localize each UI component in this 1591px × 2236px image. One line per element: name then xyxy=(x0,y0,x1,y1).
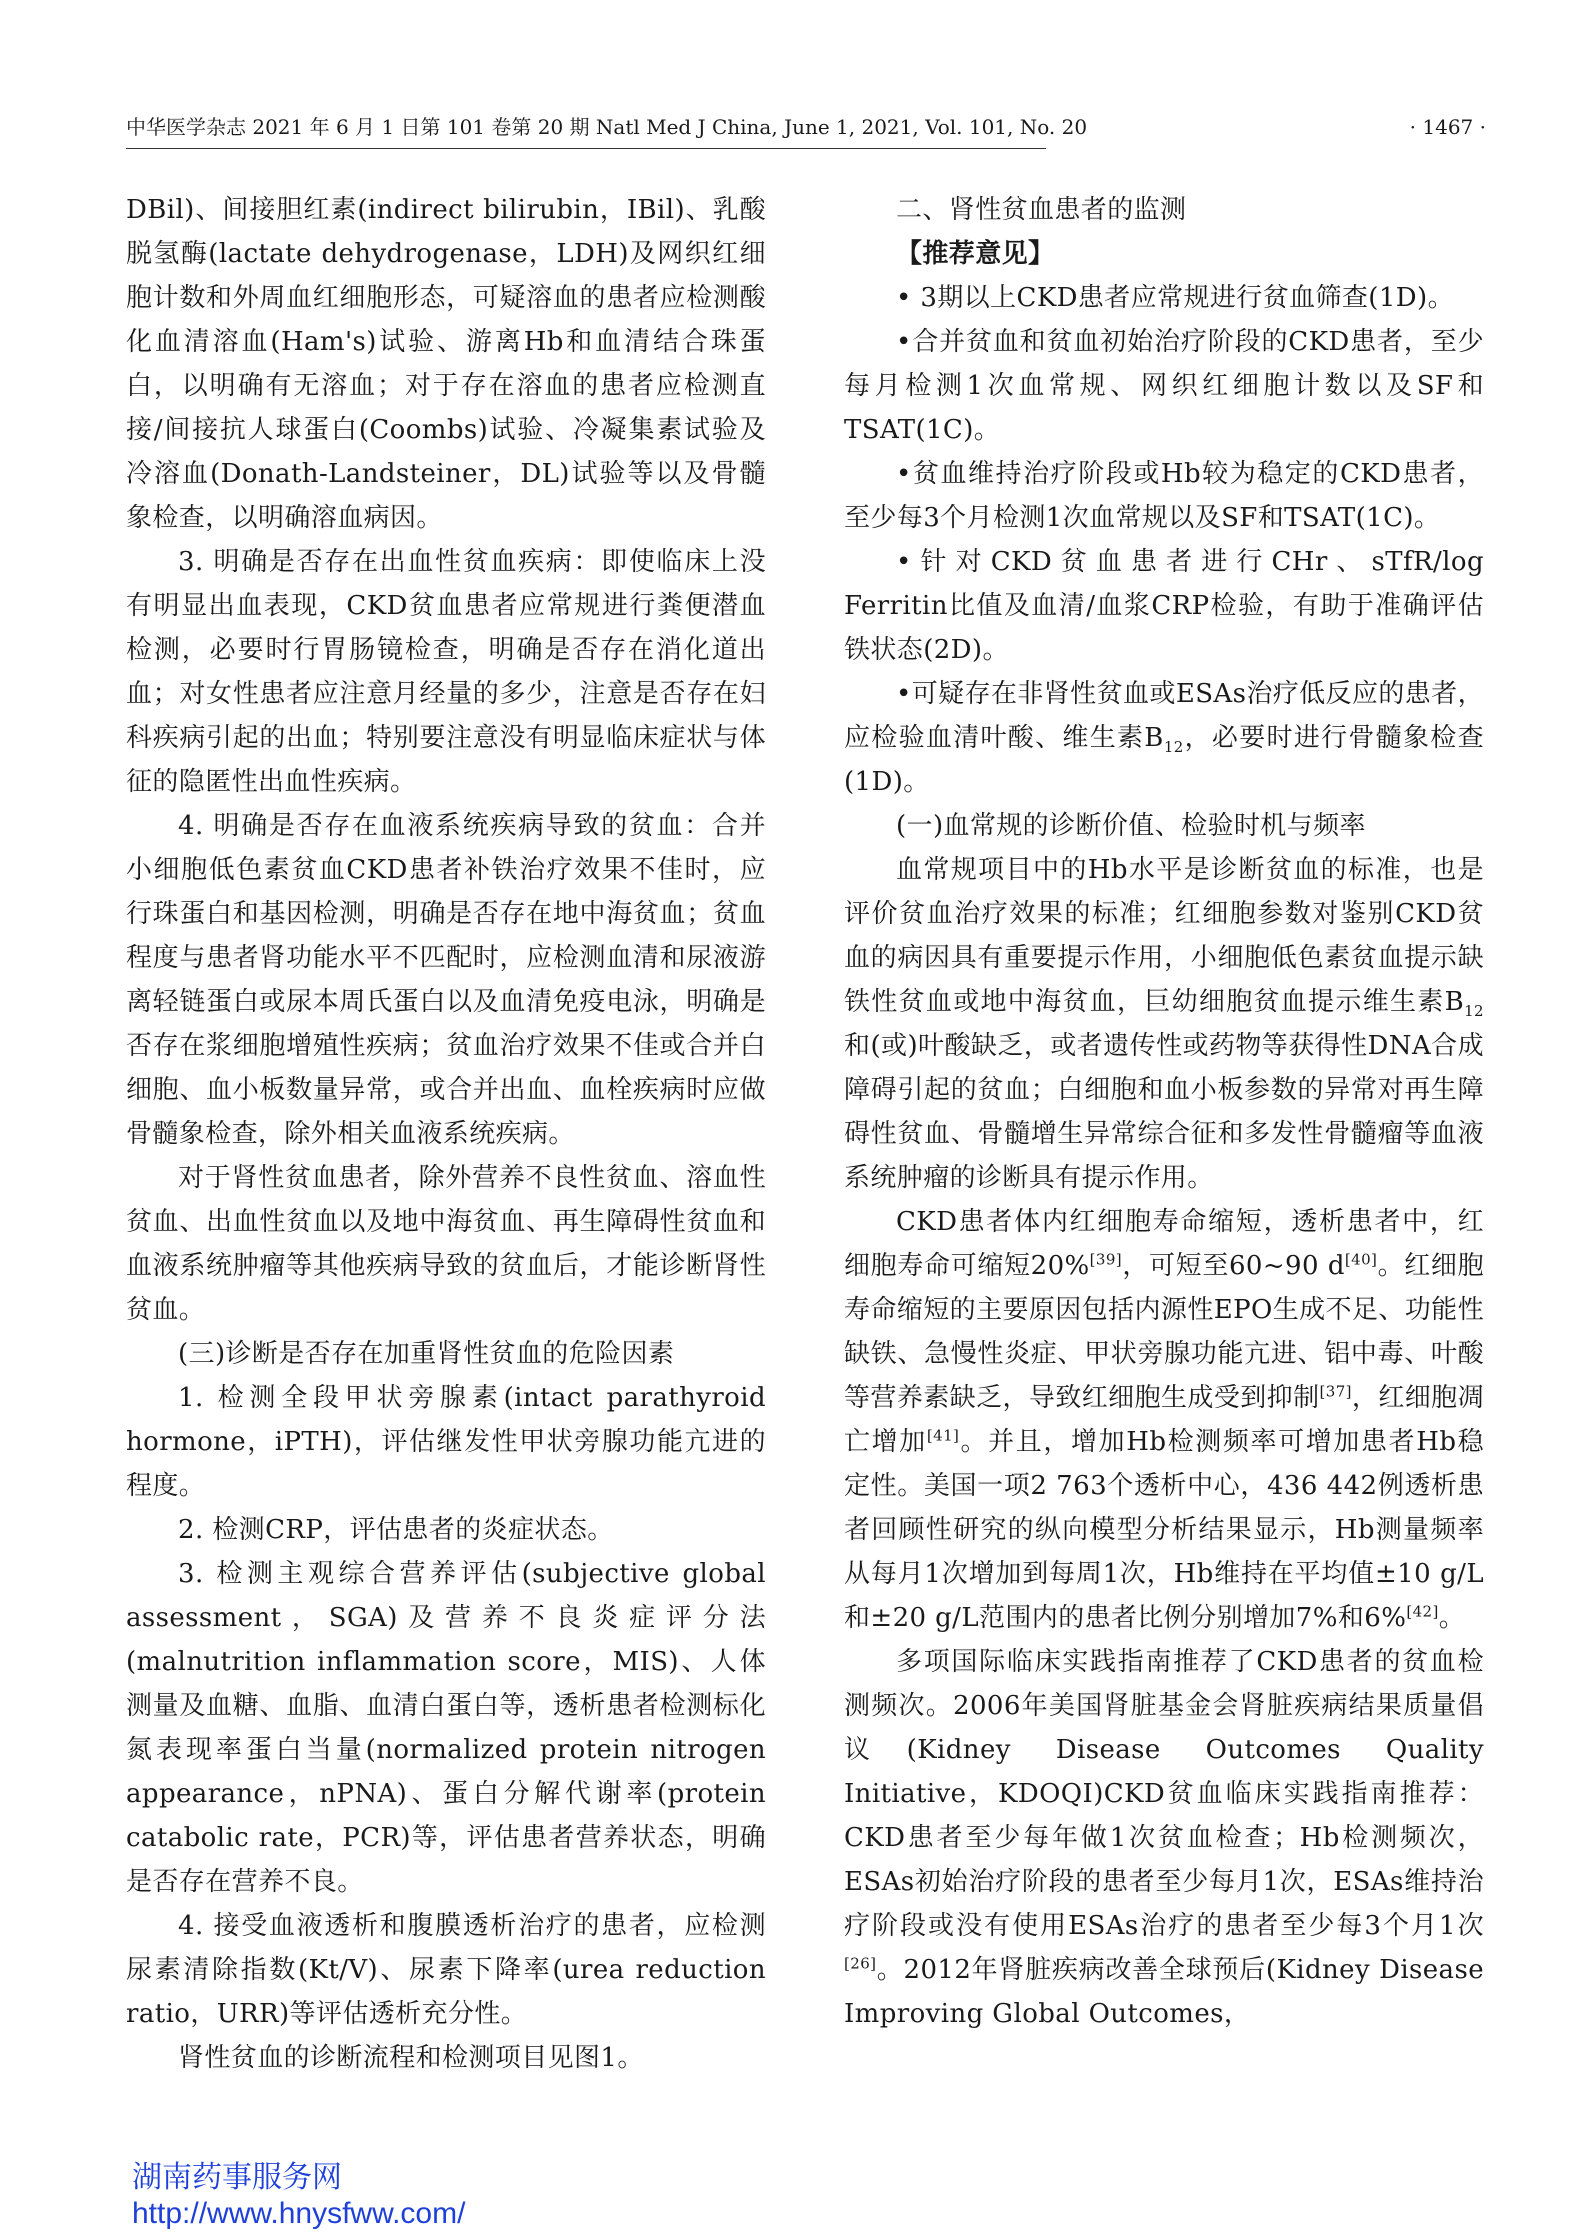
paragraph-ipth: 1. 检测全段甲状旁腺素(intact parathyroid hormone，iPTH)，评估继发性甲状旁腺功能亢进的程度。 xyxy=(126,1383,766,1501)
citation: [40] xyxy=(1344,1250,1378,1269)
citation: [41] xyxy=(926,1426,960,1445)
citation: [42] xyxy=(1406,1602,1439,1621)
running-header xyxy=(126,112,1486,152)
citation: [39] xyxy=(1089,1250,1123,1269)
text-run: ，必要时进行骨髓象检查(1D)。 xyxy=(844,723,1484,797)
journal-citation: 中华医学杂志 2021 年 6 月 1 日第 101 卷第 20 期 Natl Med J China, June 1, 2021, Vol. 101, No. 20 xyxy=(126,115,1088,139)
paragraph-nutrition: 3. 检测主观综合营养评估(subjective global assessment，SGA)及营养不良炎症评分法(malnutrition inflammation score，MIS)、人体测量及血糖、血脂、血清白蛋白等，透析患者检测标化氮表现率蛋白当量(normalized protein nitrogen appearance，nPNA)、蛋白分解代谢率(protein catabolic rate，PCR)等，评估患者营养状态，明确是否存在营养不良。 xyxy=(126,1559,766,1897)
recommendation-item: •贫血维持治疗阶段或Hb较为稳定的CKD患者，至少每3个月检测1次血常规以及SF和TSAT(1C)。 xyxy=(844,459,1484,533)
recommendation-item: •针对CKD贫血患者进行CHr、sTfR/log Ferritin比值及血清/血浆CRP检验，有助于准确评估铁状态(2D)。 xyxy=(844,547,1484,665)
header-rule xyxy=(126,148,1046,149)
left-column xyxy=(126,188,766,2148)
page-number: · 1467 · xyxy=(1409,115,1486,139)
paragraph-hemolysis-tests: DBil)、间接胆红素(indirect bilirubin，IBil)、乳酸脱氢酶(lactate dehydrogenase，LDH)及网织红细胞计数和外周血红细胞形态，可疑溶血的患者应检测酸化血清溶血(Ham's)试验、游离Hb和血清结合珠蛋白，以明确有无溶血；对于存在溶血的患者应检测直接/间接抗人球蛋白(Coombs)试验、冷凝集素试验及冷溶血(Donath-Landsteiner，DL)试验等以及骨髓象检查，以明确溶血病因。 xyxy=(126,195,766,533)
right-column xyxy=(844,188,1484,2148)
paragraph-bleeding-anemia: 3. 明确是否存在出血性贫血疾病：即使临床上没有明显出血表现，CKD贫血患者应常规进行粪便潜血检测，必要时行胃肠镜检查，明确是否存在消化道出血；对女性患者应注意月经量的多少，注意是否存在妇科疾病引起的出血；特别要注意没有明显临床症状与体征的隐匿性出血性疾病。 xyxy=(126,547,766,797)
text-run: 多项国际临床实践指南推荐了CKD患者的贫血检测频次。2006年美国肾脏基金会肾脏疾病结果质量倡议(Kidney Disease Outcomes Quality Initiative，KDOQI)CKD贫血临床实践指南推荐：CKD患者至少每年做1次贫血检查；Hb检测频次，ESAs初始治疗阶段的患者至少每月1次，ESAs维持治疗阶段或没有使用ESAs治疗的患者至少每3个月1次 xyxy=(844,1647,1484,1941)
citation: [26] xyxy=(844,1954,877,1973)
paragraph-dialysis-adequacy: 4. 接受血液透析和腹膜透析治疗的患者，应检测尿素清除指数(Kt/V)、尿素下降率(urea reduction ratio，URR)等评估透析充分性。 xyxy=(126,1911,766,2029)
paragraph-figure-ref: 肾性贫血的诊断流程和检测项目见图1。 xyxy=(178,2043,644,2073)
recommendation-item: •合并贫血和贫血初始治疗阶段的CKD患者，至少每月检测1次血常规、网织红细胞计数以及SF和TSAT(1C)。 xyxy=(844,327,1484,445)
text-run: ，可短至60~90 d xyxy=(1122,1251,1345,1281)
subsection-heading-blood-routine: (一)血常规的诊断价值、检验时机与频率 xyxy=(896,811,1366,841)
text-run: •可疑存在非肾性贫血或ESAs治疗低反应的患者，应检验血清叶酸、维生素B xyxy=(844,679,1484,753)
paragraph-blood-disease: 4. 明确是否存在血液系统疾病导致的贫血：合并小细胞低色素贫血CKD患者补铁治疗效果不佳时，应行珠蛋白和基因检测，明确是否存在地中海贫血；贫血程度与患者肾功能水平不匹配时，应检测血清和尿液游离轻链蛋白或尿本周氏蛋白以及血清免疫电泳，明确是否存在浆细胞增殖性疾病；贫血治疗效果不佳或合并白细胞、血小板数量异常，或合并出血、血栓疾病时应做骨髓象检查，除外相关血液系统疾病。 xyxy=(126,811,766,1149)
paragraph-rbc-lifespan xyxy=(844,1200,1484,1640)
paragraph-guidelines xyxy=(844,1640,1484,2036)
watermark-url: http://www.hnysfww.com/ xyxy=(132,2197,466,2230)
recommendation-item: • 3期以上CKD患者应常规进行贫血筛查(1D)。 xyxy=(896,283,1454,313)
recommendation-heading: 【推荐意见】 xyxy=(896,239,1055,269)
subsection-heading-risk-factors: (三)诊断是否存在加重肾性贫血的危险因素 xyxy=(178,1339,675,1369)
paragraph-diagnosis-conclusion: 对于肾性贫血患者，除外营养不良性贫血、溶血性贫血、出血性贫血以及地中海贫血、再生障碍性贫血和血液系统肿瘤等其他疾病导致的贫血后，才能诊断肾性贫血。 xyxy=(126,1163,766,1325)
watermark-name: 湖南药事服务网 xyxy=(132,2160,342,2195)
section-heading-monitoring: 二、肾性贫血患者的监测 xyxy=(896,195,1187,225)
text-run: 血常规项目中的Hb水平是诊断贫血的标准，也是评价贫血治疗效果的标准；红细胞参数对鉴别CKD贫血的病因具有重要提示作用，小细胞低色素贫血提示缺铁性贫血或地中海贫血，巨幼细胞贫血提示维生素B xyxy=(844,855,1484,1017)
site-watermark xyxy=(132,2160,552,2232)
text-run: 。并且，增加Hb检测频率可增加患者Hb稳定性。美国一项2 763个透析中心，436 442例透析患者回顾性研究的纵向模型分析结果显示，Hb测量频率从每月1次增加到每周1次，Hb维持在平均值±10 g/L和±20 g/L范围内的患者比例分别增加7%和6% xyxy=(844,1427,1484,1633)
subscript: 12 xyxy=(1163,738,1184,757)
text-run: ，红细胞凋亡增加 xyxy=(844,1383,1484,1457)
text-run: 和(或)叶酸缺乏，或者遗传性或药物等获得性DNA合成障碍引起的贫血；白细胞和血小板参数的异常对再生障碍性贫血、骨髓增生异常综合征和多发性骨髓瘤等血液系统肿瘤的诊断具有提示作用。 xyxy=(844,1031,1484,1193)
text-run: CKD患者体内红细胞寿命缩短，透析患者中，红细胞寿命可缩短20% xyxy=(844,1207,1484,1281)
text-run: 。2012年肾脏疾病改善全球预后(Kidney Disease Improving Global Outcomes， xyxy=(844,1955,1484,2029)
paragraph-crp: 2. 检测CRP，评估患者的炎症状态。 xyxy=(178,1515,614,1545)
citation: [37] xyxy=(1319,1382,1352,1401)
recommendation-item xyxy=(844,672,1484,804)
paragraph-blood-routine-value xyxy=(844,848,1484,1200)
text-run: 。 xyxy=(1438,1603,1466,1633)
text-run: 。红细胞寿命缩短的主要原因包括内源性EPO生成不足、功能性缺铁、急慢性炎症、甲状旁腺功能亢进、铝中毒、叶酸等营养素缺乏，导致红细胞生成受到抑制 xyxy=(844,1251,1484,1413)
subscript: 12 xyxy=(1464,1002,1484,1021)
